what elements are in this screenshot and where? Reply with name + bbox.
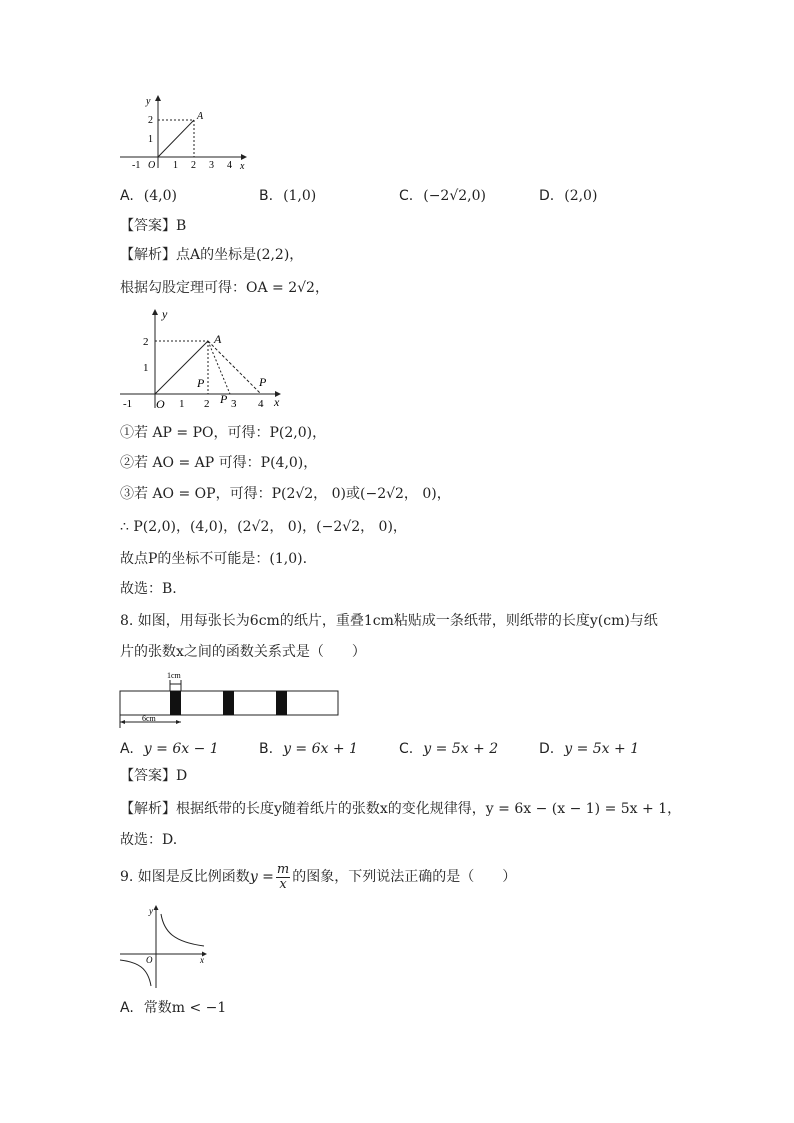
q9-hyperbola-graph	[118, 902, 214, 990]
q7-option-c	[399, 186, 486, 206]
point-p-label: P	[259, 375, 267, 389]
q9-stem	[120, 860, 516, 894]
x-tick-label: -1	[132, 160, 141, 171]
answer-label: 【答案】	[120, 768, 176, 784]
analysis-text: 点A的坐标是(2,2)，	[176, 247, 304, 263]
q7-coordinate-graph-small	[118, 92, 253, 172]
q7-coordinate-graph-large	[118, 306, 288, 412]
q7-case-2: ②若 AO = AP 可得：P(4,0)，	[120, 455, 318, 471]
point-a-label: A	[214, 332, 222, 346]
q7-analysis-line-1	[120, 245, 303, 265]
answer-value: B	[176, 218, 187, 234]
x-tick-label: 1	[173, 160, 178, 171]
option-letter: C.	[399, 741, 414, 757]
y-tick-label: 2	[143, 336, 149, 348]
q9-stem-end: 的图象，下列说法正确的是（ ）	[292, 869, 517, 885]
option-letter: B.	[259, 188, 274, 204]
q8-option-d	[539, 739, 639, 759]
axis-y-label: y	[149, 906, 153, 916]
q7-analysis-line-2: 根据勾股定理可得：OA = 2√2，	[120, 280, 329, 296]
axis-x-label: x	[200, 955, 204, 965]
option-letter: B.	[259, 741, 274, 757]
origin-label: O	[146, 955, 153, 965]
q8-paper-strip-figure	[118, 668, 342, 730]
q8-option-c	[399, 739, 498, 759]
q8-stem-line-1: 8. 如图，用每张长为6cm的纸片，重叠1cm粘贴成一条纸带，则纸带的长度y(cm)与纸	[120, 613, 658, 629]
option-letter: D.	[539, 741, 555, 757]
option-letter: A.	[120, 188, 134, 204]
x-tick-label: -1	[123, 398, 133, 410]
point-p-label: P	[220, 392, 228, 406]
fraction	[276, 863, 290, 892]
q8-stem-line-2: 片的张数x之间的函数关系式是（ ）	[120, 644, 366, 660]
option-value: 常数m < −1	[143, 1000, 227, 1016]
axis-x-label: x	[240, 161, 245, 172]
q7-choice: 故选：B.	[120, 581, 177, 597]
function-lhs: y =	[249, 869, 274, 885]
option-value: y = 5x + 1	[564, 741, 640, 757]
q7-option-b	[259, 186, 316, 206]
x-tick-label: 3	[209, 160, 214, 171]
overlap-label: 1cm	[167, 671, 181, 680]
y-tick-label: 1	[143, 362, 149, 374]
point-p-label: P	[197, 376, 205, 390]
x-tick-label: 4	[227, 160, 232, 171]
x-tick-label: 3	[231, 398, 237, 410]
option-letter: C.	[399, 188, 414, 204]
option-value: y = 6x + 1	[283, 741, 358, 757]
q8-analysis	[120, 799, 681, 819]
q7-option-d	[539, 186, 597, 206]
origin-label: O	[156, 397, 165, 411]
x-tick-label: 4	[258, 398, 264, 410]
axis-y-label: y	[146, 96, 151, 107]
fraction-numerator: m	[276, 861, 290, 877]
answer-value: D	[176, 768, 188, 784]
q8-answer	[120, 766, 187, 786]
option-value: y = 6x − 1	[143, 741, 219, 757]
q8-option-a	[120, 739, 219, 759]
q7-case-1: ①若 AP = PO，可得：P(2,0)，	[120, 425, 327, 441]
analysis-label: 【解析】	[120, 247, 176, 263]
q7-answer	[120, 216, 186, 236]
q7-conclusion: 故点P的坐标不可能是：(1,0).	[120, 551, 308, 567]
length-label: 6cm	[142, 714, 156, 723]
option-value: y = 5x + 2	[423, 741, 499, 757]
option-value: (1,0)	[283, 188, 317, 204]
option-value: (2,0)	[564, 188, 598, 204]
x-tick-label: 2	[204, 398, 210, 410]
option-value: (−2√2,0)	[423, 188, 486, 204]
y-tick-label: 2	[148, 115, 153, 126]
axis-x-label: x	[274, 395, 280, 409]
q8-conclusion: 故选：D.	[120, 832, 178, 848]
q7-option-a	[120, 186, 177, 206]
q9-stem-start: 9. 如图是反比例函数	[120, 869, 250, 885]
option-value: (4,0)	[143, 188, 177, 204]
q8-option-b	[259, 739, 358, 759]
y-tick-label: 1	[148, 134, 153, 145]
x-tick-label: 2	[191, 160, 196, 171]
answer-label: 【答案】	[120, 218, 176, 234]
fraction-denominator: x	[279, 876, 287, 892]
q7-case-3: ③若 AO = OP，可得：P(2√2， 0)或(−2√2， 0)，	[120, 486, 451, 502]
analysis-label: 【解析】	[120, 801, 176, 817]
point-a-label: A	[197, 111, 204, 122]
q9-option-a	[120, 998, 226, 1018]
q7-summary: ∴ P(2,0)，(4,0)，(2√2， 0)，(−2√2， 0)，	[120, 519, 407, 535]
option-letter: A.	[120, 741, 134, 757]
option-letter: D.	[539, 188, 555, 204]
origin-label: O	[148, 160, 156, 171]
analysis-text: 根据纸带的长度y随着纸片的张数x的变化规律得，y = 6x − (x − 1) = 5x + 1，	[176, 801, 682, 817]
option-letter: A.	[120, 1000, 134, 1016]
axis-y-label: y	[162, 307, 168, 321]
x-tick-label: 1	[179, 398, 185, 410]
